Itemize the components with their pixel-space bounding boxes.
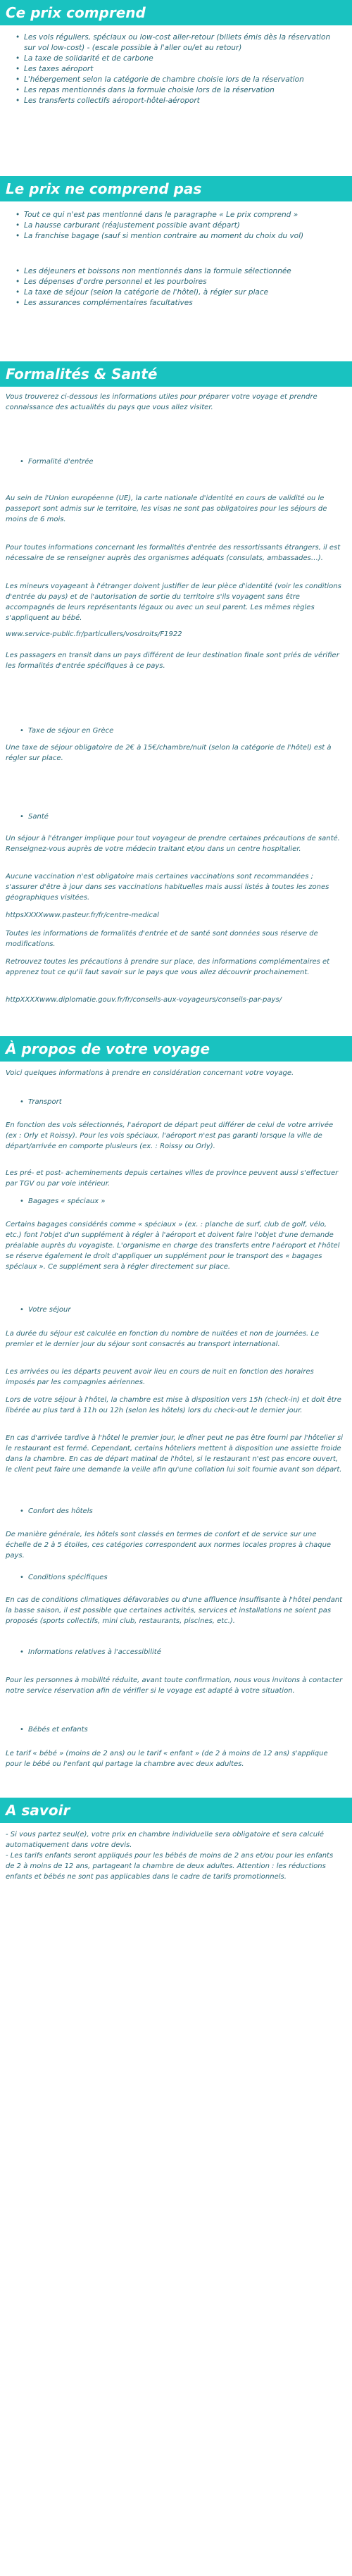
paragraph: Aucune vaccination n'est obligatoire mais certaines vaccinations sont recommandées ; s'assurer d'être à jour dans ses vaccinations habituelles mais aussi listés à toutes les zones géographiques visitées. (6, 873, 329, 902)
paragraph: En cas de conditions climatiques défavorables ou d'une affluence insuffisante à l'hôtel pendant la basse saison, il est possible que certaines activités, services et installations ne soient pas proposés (sports collectifs, mini club, restaurants, piscines, etc.). (6, 1596, 343, 1625)
apropos-item6-wrap (0, 1647, 344, 1657)
apropos-item5-wrap (0, 1572, 344, 1583)
formalites-p5 (0, 650, 344, 671)
paragraph: En cas d'arrivée tardive à l'hôtel le premier jour, le dîner peut ne pas être fourni par l'hôtelier si le restaurant est fermé. Cependant, certains hôteliers mettent à disposition une assiette froide dans la chambre. En cas de départ matinal de l'hôtel, si le restaurant n'est pas encore ouvert, le client peut faire une demande la veille afin qu'une collation lui soit fournie avant son départ. (6, 1434, 343, 1474)
subheading: • Informations relatives à l'accessibilité (6, 1647, 344, 1657)
list-item: • La hausse carburant (réajustement possible avant départ) (15, 220, 344, 231)
section-title: Le prix ne comprend pas (6, 180, 202, 197)
paragraph: Certains bagages considérés comme « spéciaux » (ex. : planche de surf, club de golf, vélo, etc.) font l'objet d'un supplément à régler à l'aéroport et doivent faire l'objet d'une demande préalable auprès du voyagiste. L'organisme en charge des transferts entre l'aéroport et l'hôtel se réserve également le droit d'appliquer un supplément pour le transport des « bagages spéciaux ». Ce supplément sera à régler directement sur place. (6, 1221, 340, 1271)
paragraph: - Les tarifs enfants seront appliqués pour les bébés de moins de 2 ans et/ou pour les enfants de 2 à moins de 12 ans, partageant la chambre de deux adultes. Attention : les réductions enfants et bébés ne sont pas applicables dans le cadre de tarifs promotionnels. (6, 1852, 334, 1881)
formalites-p4 (0, 629, 344, 640)
section-header-formalites (0, 361, 352, 387)
list-item: • Les vols réguliers, spéciaux ou low-cost aller-retour (billets émis dès la réservation sur vol low-cost) - (escale possible à l'aller ou/et au retour) (15, 32, 344, 54)
paragraph: De manière générale, les hôtels sont classés en termes de confort et de service sur une échelle de 2 à 5 étoiles, ces catégories correspondent aux normes locales propres à chaque pays. (6, 1531, 332, 1560)
section-header-apropos (0, 1036, 352, 1062)
subheading: • Votre séjour (6, 1305, 344, 1315)
subheading: • Conditions spécifiques (6, 1572, 344, 1583)
section-title: A savoir (6, 1802, 70, 1819)
formalites-p11 (0, 957, 344, 978)
subheading: • Confort des hôtels (6, 1506, 344, 1517)
list-item: • Les dépenses d'ordre personnel et les pourboires (15, 277, 344, 287)
paragraph: Vous trouverez ci-dessous les informations utiles pour préparer votre voyage et prendre connaissance des actualités du pays que vous allez visiter. (6, 393, 318, 411)
subheading: • Santé (6, 811, 344, 822)
subheading: • Bagages « spéciaux » (6, 1196, 344, 1207)
list-item: • L'hébergement selon la catégorie de chambre choisie lors de la réservation (15, 75, 344, 85)
apropos-item2-wrap (0, 1196, 344, 1207)
paragraph: Au sein de l'Union européenne (UE), la carte nationale d'identité en cours de validité ou le passeport sont admis sur le territoire, les visas ne sont pas obligatoires pour les séjours de moins de 6 mois. (6, 494, 327, 523)
apropos-item7-wrap (0, 1724, 344, 1735)
subheading: • Formalité d'entrée (6, 456, 344, 467)
asavoir-p1 (0, 1829, 344, 1850)
apropos-p11 (0, 1748, 344, 1769)
subheading: • Taxe de séjour en Grèce (6, 726, 344, 736)
formalites-p6 (0, 742, 344, 764)
paragraph: Une taxe de séjour obligatoire de 2€ à 15€/chambre/nuit (selon la catégorie de l'hôtel) est à régler sur place. (6, 744, 332, 762)
list-item: • Les déjeuners et boissons non mentionnés dans la formule sélectionnée (15, 266, 344, 277)
formalites-p12 (0, 995, 344, 1005)
subheading: • Transport (6, 1097, 344, 1107)
paragraph: Voici quelques informations à prendre en considération concernant votre voyage. (6, 1069, 294, 1077)
paragraph: Les mineurs voyageant à l'étranger doivent justifier de leur pièce d'identité (voir les conditions d'entrée du pays) et de l'autorisation de sortie du territoire s'ils voyagent sans être accompagnés de leurs représentants légaux ou avec un seul parent. Les mêmes règles s'appliquent au bébé. (6, 583, 341, 622)
formalites-item3-wrap (0, 811, 344, 822)
formalites-p2 (0, 542, 344, 564)
paragraph: Les passagers en transit dans un pays différent de leur destination finale sont priés de vérifier les formalités d'entrée spécifiques à ce pays. (6, 652, 339, 670)
section-header-inclus (0, 0, 352, 25)
apropos-p8 (0, 1529, 344, 1561)
inclus-list (0, 32, 344, 106)
asavoir-p2 (0, 1850, 344, 1882)
apropos-p6 (0, 1395, 344, 1416)
formalites-p7 (0, 833, 344, 854)
apropos-p7 (0, 1433, 344, 1475)
paragraph: La durée du séjour est calculée en fonction du nombre de nuitées et non de journées. Le premier et le dernier jour du séjour sont consacrés au transport international. (6, 1330, 320, 1348)
formalites-p9 (0, 910, 344, 921)
list-item: • La franchise bagage (sauf si mention contraire au moment du choix du vol) (15, 231, 344, 242)
formalites-item1-wrap (0, 456, 344, 467)
paragraph: Lors de votre séjour à l'hôtel, la chambre est mise à disposition vers 15h (check-in) et doit être libérée au plus tard à 11h ou 12h (selon les hôtels) lors du check-out le dernier jour. (6, 1396, 341, 1414)
list-item: • La taxe de solidarité et de carbone (15, 54, 344, 64)
list-item: • Les taxes aéroport (15, 64, 344, 75)
list-item: • Les transferts collectifs aéroport-hôtel-aéroport (15, 96, 344, 106)
exclus-list-1 (0, 210, 344, 242)
apropos-item1-wrap (0, 1097, 344, 1107)
paragraph: - Si vous partez seul(e), votre prix en chambre individuelle sera obligatoire et sera calculé automatiquement dans votre devis. (6, 1831, 325, 1849)
apropos-item3-wrap (0, 1305, 344, 1315)
paragraph: Les pré- et post- acheminements depuis certaines villes de province peuvent aussi s'effectuer par TGV ou par voie intérieur. (6, 1169, 339, 1188)
apropos-p3 (0, 1219, 344, 1272)
apropos-p9 (0, 1595, 344, 1626)
apropos-p2 (0, 1168, 344, 1189)
list-item: • Tout ce qui n'est pas mentionné dans le paragraphe « Le prix comprend » (15, 210, 344, 220)
subheading: • Bébés et enfants (6, 1724, 344, 1735)
apropos-intro (0, 1068, 344, 1078)
formalites-p10 (0, 928, 344, 950)
paragraph: Un séjour à l'étranger implique pour tout voyageur de prendre certaines précautions de santé. Renseignez-vous auprès de votre médecin traitant et/ou dans un centre hospitalier. (6, 835, 340, 853)
link-text: httpXXXXwww.diplomatie.gouv.fr/fr/conseils-aux-voyageurs/conseils-par-pays/ (6, 996, 282, 1004)
section-title: Formalités & Santé (6, 366, 158, 382)
exclus-list-2 (0, 266, 344, 309)
section-title: À propos de votre voyage (6, 1040, 210, 1057)
formalites-p1 (0, 493, 344, 525)
section-header-exclus (0, 176, 352, 201)
list-item: • Les assurances complémentaires facultatives (15, 298, 344, 309)
apropos-item4-wrap (0, 1506, 344, 1517)
link-text: httpsXXXXwww.pasteur.fr/fr/centre-medical (6, 911, 159, 919)
apropos-p1 (0, 1120, 344, 1152)
apropos-p5 (0, 1367, 344, 1388)
formalites-item2-wrap (0, 726, 344, 736)
paragraph: Pour les personnes à mobilité réduite, avant toute confirmation, nous vous invitons à contacter notre service réservation afin de vérifier si le voyage est adapté à votre situation. (6, 1676, 343, 1695)
list-item: • La taxe de séjour (selon la catégorie de l'hôtel), à régler sur place (15, 287, 344, 298)
paragraph: En fonction des vols sélectionnés, l'aéroport de départ peut différer de celui de votre arrivée (ex : Orly et Roissy). Pour les vols spéciaux, l'aéroport n'est pas garanti lorsque la ville de départ/arrivée en comporte plusieurs (ex. : Roissy ou Orly). (6, 1121, 334, 1150)
paragraph: Retrouvez toutes les précautions à prendre sur place, des informations complémentaires et apprenez tout ce qu'il faut savoir sur le pays que vous allez découvrir prochainement. (6, 958, 330, 976)
section-header-asavoir (0, 1798, 352, 1823)
paragraph: Le tarif « bébé » (moins de 2 ans) ou le tarif « enfant » (de 2 à moins de 12 ans) s'applique pour le bébé ou l'enfant qui partage la chambre avec deux adultes. (6, 1750, 328, 1768)
formalites-p3 (0, 581, 344, 623)
paragraph: Toutes les informations de formalités d'entrée et de santé sont données sous réserve de modifications. (6, 930, 318, 948)
paragraph: Les arrivées ou les départs peuvent avoir lieu en cours de nuit en fonction des horaires imposés par les compagnies aériennes. (6, 1368, 314, 1386)
paragraph: Pour toutes informations concernant les formalités d'entrée des ressortissants étrangers, il est nécessaire de se renseigner auprès des organismes adéquats (consulats, ambassades…). (6, 544, 341, 562)
formalites-content (0, 392, 344, 413)
section-title: Ce prix comprend (6, 4, 146, 21)
formalites-p8 (0, 871, 344, 903)
apropos-p4 (0, 1329, 344, 1350)
apropos-p10 (0, 1675, 344, 1696)
link-text: www.service-public.fr/particuliers/vosdroits/F1922 (6, 630, 182, 638)
list-item: • Les repas mentionnés dans la formule choisie lors de la réservation (15, 85, 344, 96)
